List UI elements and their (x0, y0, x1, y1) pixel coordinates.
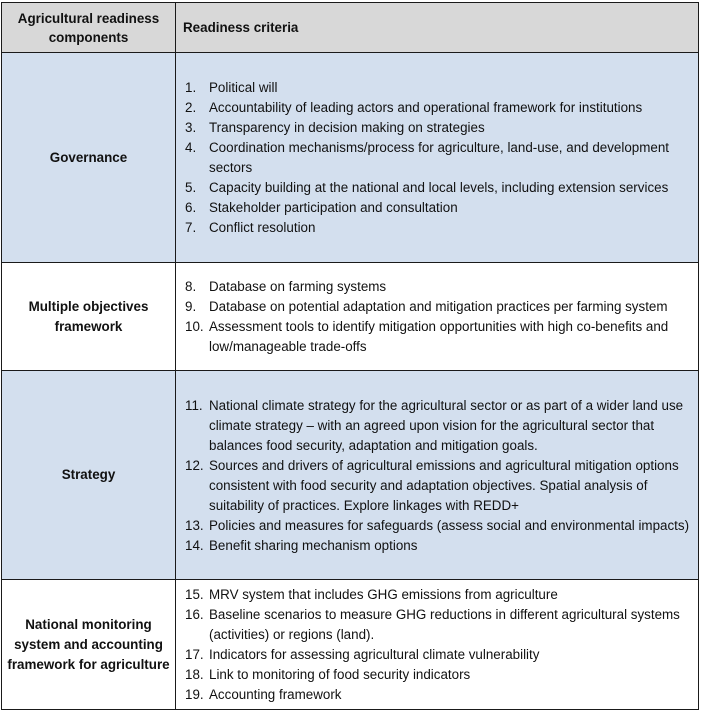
component-cell: National monitoring system and accounting framework for agriculture (2, 580, 176, 710)
criterion-number: 3. (185, 120, 197, 135)
criterion-text: Coordination mechanisms/process for agriculture, land-use, and development sectors (209, 140, 669, 175)
criterion-text: Indicators for assessing agricultural climate vulnerability (209, 647, 540, 662)
table-row-governance (2, 53, 699, 263)
criterion-item (176, 536, 698, 556)
criterion-item (176, 118, 698, 138)
table-row-multiple-objectives (2, 263, 699, 371)
criterion-text: Stakeholder participation and consultation (209, 200, 458, 215)
criterion-text: Baseline scenarios to measure GHG reductions in different agricultural systems (activities) or regions (land). (209, 607, 680, 642)
criterion-number: 14. (185, 537, 204, 553)
criterion-number: 1. (185, 80, 197, 95)
criterion-number: 8. (185, 279, 197, 294)
criterion-item (176, 516, 698, 536)
criteria-cell (176, 263, 699, 371)
criterion-number: 16. (185, 607, 204, 622)
criterion-text: Accountability of leading actors and operational framework for institutions (209, 100, 643, 115)
criterion-text: Political will (209, 80, 278, 95)
criterion-text: MRV system that includes GHG emissions from agriculture (209, 587, 558, 602)
criterion-item (176, 685, 698, 705)
criterion-item (176, 277, 698, 297)
criterion-text: Assessment tools to identify mitigation opportunities with high co-benefits and low/manageable trade-offs (209, 319, 669, 354)
criteria-list (176, 277, 698, 357)
criterion-text: Transparency in decision making on strategies (209, 120, 485, 135)
criterion-number: 18. (185, 667, 204, 682)
criterion-number: 5. (185, 180, 197, 195)
component-cell: Strategy (2, 371, 176, 580)
criterion-text: Database on farming systems (209, 279, 387, 294)
criterion-text: Capacity building at the national and local levels, including extension services (209, 180, 669, 195)
criterion-item (176, 78, 698, 98)
header-components: Agricultural readiness components (2, 3, 176, 53)
criterion-item (176, 218, 698, 238)
header-row (2, 3, 699, 53)
criterion-number: 10. (185, 319, 204, 334)
criterion-item (176, 645, 698, 665)
criterion-number: 12. (185, 457, 204, 473)
criterion-number: 11. (185, 397, 203, 413)
criteria-list (176, 78, 698, 238)
criterion-item (176, 198, 698, 218)
header-criteria: Readiness criteria (176, 3, 699, 53)
criterion-number: 13. (185, 517, 204, 533)
criteria-cell (176, 580, 699, 710)
criteria-list (176, 585, 698, 705)
criterion-number: 6. (185, 200, 197, 215)
criterion-number: 4. (185, 140, 197, 155)
criterion-text: National climate strategy for the agricultural sector or as part of a wider land use climate strategy – with an agreed upon vision for the agricultural sector that balances food security, adaptation and mitigation goals. (209, 397, 684, 453)
criterion-item (176, 665, 698, 685)
criterion-item (176, 138, 698, 178)
criterion-item (176, 396, 698, 456)
criterion-text: Conflict resolution (209, 220, 316, 235)
criterion-number: 9. (185, 299, 197, 314)
criterion-text: Database on potential adaptation and mitigation practices per farming system (209, 299, 668, 314)
table-row-strategy (2, 371, 699, 580)
criterion-text: Policies and measures for safeguards (assess social and environmental impacts) (209, 517, 690, 533)
criterion-number: 19. (185, 687, 204, 702)
component-cell: Multiple objectives framework (2, 263, 176, 371)
criterion-item (176, 605, 698, 645)
table-row-national-monitoring (2, 580, 699, 710)
criterion-item (176, 98, 698, 118)
criterion-item (176, 297, 698, 317)
criterion-text: Benefit sharing mechanism options (209, 537, 418, 553)
criterion-item (176, 317, 698, 357)
criterion-item (176, 456, 698, 516)
criterion-number: 17. (185, 647, 204, 662)
readiness-table (1, 2, 699, 710)
criterion-item (176, 585, 698, 605)
criteria-list (176, 396, 698, 556)
criterion-text: Sources and drivers of agricultural emissions and agricultural mitigation options consistent with food security and adaptation objectives. Spatial analysis of suitability of practices. Explore linkages with REDD+ (209, 457, 679, 513)
criterion-text: Link to monitoring of food security indicators (209, 667, 471, 682)
criterion-number: 15. (185, 587, 204, 602)
criterion-number: 7. (185, 220, 197, 235)
criterion-item (176, 178, 698, 198)
criteria-cell (176, 371, 699, 580)
component-cell: Governance (2, 53, 176, 263)
criterion-text: Accounting framework (209, 687, 342, 702)
criteria-cell (176, 53, 699, 263)
criterion-number: 2. (185, 100, 197, 115)
